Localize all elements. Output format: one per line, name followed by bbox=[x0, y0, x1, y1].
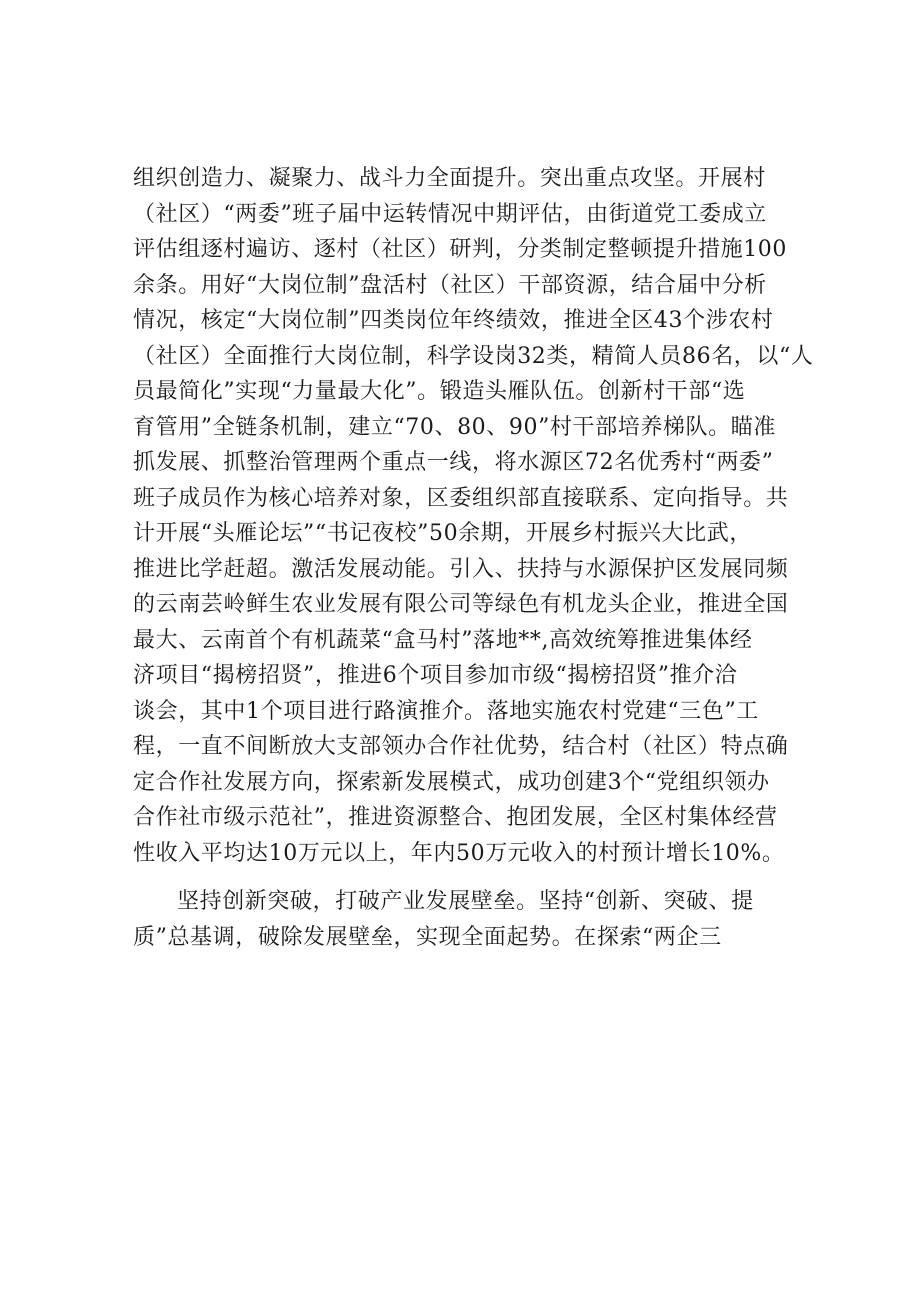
paragraph-1 bbox=[133, 161, 814, 871]
text-line: 最大、云南首个有机蔬菜“盒马村”落地**,高效统筹推进集体经 bbox=[133, 627, 753, 653]
text-line: 组织创造力、凝聚力、战斗力全面提升。突出重点攻坚。开展村 bbox=[133, 166, 766, 191]
text-line: 评估组逐村遍访、逐村（社区）研判，分类制定整顿提升措施100 bbox=[133, 237, 787, 262]
text-line: 性收入平均达10万元以上，年内50万元收入的村预计增长10%。 bbox=[133, 840, 785, 866]
text-line: 抓发展、抓整治管理两个重点一线，将水源区72名优秀村“两委” bbox=[133, 450, 774, 475]
text-line: 定合作社发展方向，探索新发展模式，成功创建3个“党组织领办 bbox=[133, 769, 770, 795]
text-line: 质”总基调，破除发展壁垒，实现全面起势。在探索“两企三 bbox=[133, 924, 722, 950]
text-line: 谈会，其中1个项目进行路演推介。落地实施农村党建“三色”工 bbox=[133, 698, 759, 724]
text-line: 员最简化”实现“力量最大化”。锻造头雁队伍。创新村干部“选 bbox=[133, 379, 746, 404]
text-line: 的云南芸岭鲜生农业发展有限公司等绿色有机龙头企业，推进全国 bbox=[133, 592, 789, 617]
text-line: 余条。用好“大岗位制”盘活村（社区）干部资源，结合届中分析 bbox=[133, 272, 767, 298]
text-line: 程，一直不间断放大支部领办合作社优势，结合村（社区）特点确 bbox=[133, 734, 789, 759]
text-line: 济项目“揭榜招贤”，推进6个项目参加市级“揭榜招贤”推介洽 bbox=[133, 663, 738, 688]
text-line: （社区）全面推行大岗位制，科学设岗32类，精简人员86名，以“人 bbox=[133, 343, 814, 369]
text-line: 情况，核定“大岗位制”四类岗位年终绩效，推进全区43个涉农村 bbox=[133, 308, 774, 333]
text-line: 育管用”全链条机制，建立“70、80、90”村干部培养梯队。瞄准 bbox=[133, 414, 776, 440]
text-line: 推进比学赶超。激活发展动能。引入、扶持与水源保护区发展同频 bbox=[133, 556, 789, 582]
document-body bbox=[133, 161, 814, 955]
text-line: 计开展“头雁论坛”“书记夜校”50余期，开展乡村振兴大比武， bbox=[133, 521, 752, 546]
paragraph-2 bbox=[133, 884, 793, 955]
paragraph-spacer bbox=[133, 871, 793, 884]
text-line: 班子成员作为核心培养对象，区委组织部直接联系、定向指导。共 bbox=[133, 485, 789, 511]
text-line: 合作社市级示范社”，推进资源整合、抱团发展，全区村集体经营 bbox=[133, 805, 778, 830]
text-line: 坚持创新突破，打破产业发展壁垒。坚持“创新、突破、提 bbox=[177, 889, 754, 914]
text-line: （社区）“两委”班子届中运转情况中期评估，由街道党工委成立 bbox=[133, 201, 767, 227]
